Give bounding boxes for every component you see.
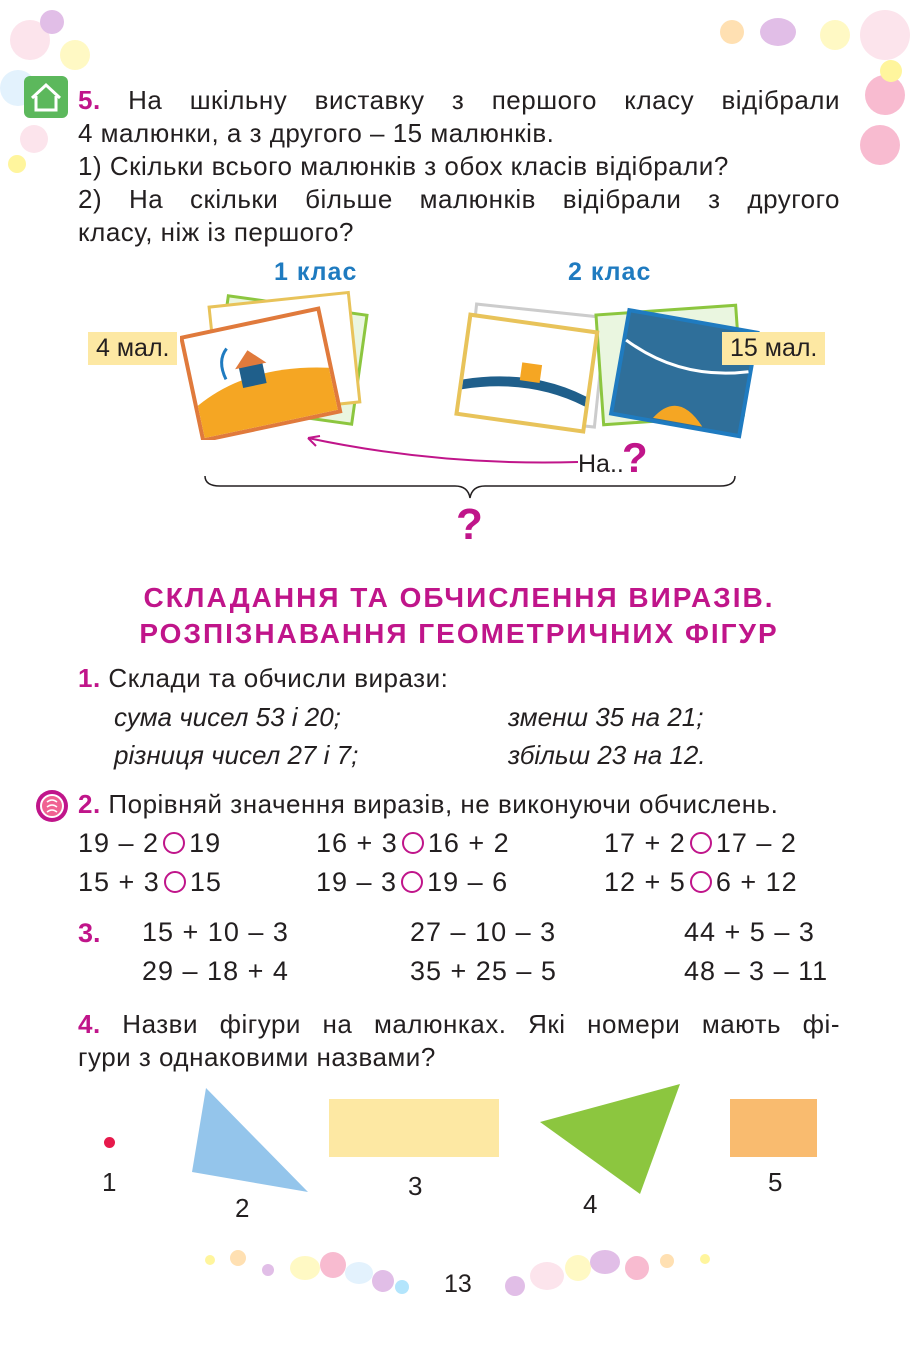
task2-number: 2. [78, 789, 101, 819]
compare-pair [316, 828, 510, 859]
task3-expression: 27 – 10 – 3 [410, 917, 557, 947]
figure-number: 5 [768, 1167, 783, 1197]
decor-bubble [860, 10, 910, 60]
figure-triangle-blue [188, 1086, 312, 1196]
compare-circle[interactable] [402, 832, 424, 854]
figure-number: 1 [102, 1167, 117, 1197]
task4-number: 4. [78, 1009, 101, 1039]
decor-bubble [590, 1250, 620, 1274]
compare-right: 19 [189, 828, 222, 858]
task4-line2: гури з однаковими назвами? [78, 1042, 436, 1072]
task3-expression: 48 – 3 – 11 [684, 956, 829, 986]
compare-pair [604, 867, 798, 898]
class2-pictures [450, 300, 760, 440]
compare-left: 17 + 2 [604, 828, 686, 858]
task5-text [78, 84, 840, 249]
decor-bubble [505, 1276, 525, 1296]
figure-number: 2 [235, 1193, 250, 1223]
figure-square [730, 1099, 817, 1157]
comparison-arrow [300, 428, 580, 468]
compare-right: 6 + 12 [715, 867, 798, 897]
decor-bubble [60, 40, 90, 70]
decor-bubble [820, 20, 850, 50]
decor-bubble [530, 1262, 564, 1290]
decor-bubble [660, 1254, 674, 1268]
compare-circle[interactable] [163, 832, 185, 854]
count2-label: 15 мал. [722, 332, 825, 365]
compare-left: 19 – 2 [78, 828, 160, 858]
decor-bubble [40, 10, 64, 34]
task2-instruction: Порівняй значення виразів, не виконуючи обчислень. [108, 789, 779, 819]
decor-bubble [262, 1264, 274, 1276]
decor-bubble [8, 155, 26, 173]
task3-expression: 29 – 18 + 4 [142, 956, 289, 986]
compare-right: 19 – 6 [427, 867, 509, 897]
decor-bubble [865, 75, 905, 115]
task5-line5: класу, ніж із першого? [78, 217, 354, 247]
decor-bubble [880, 60, 902, 82]
compare-left: 12 + 5 [604, 867, 686, 897]
task3-expression: 44 + 5 – 3 [684, 917, 815, 947]
figure-point [104, 1137, 115, 1148]
compare-pair [604, 828, 797, 859]
brain-icon [36, 790, 68, 822]
decor-bubble [230, 1250, 246, 1266]
home-icon [24, 76, 68, 118]
task5-line2: 4 малюнки, а з другого – 15 малюнків. [78, 118, 555, 148]
decor-bubble [720, 20, 744, 44]
compare-left: 15 + 3 [78, 867, 160, 897]
task4-line1: Назви фігури на малюнках. Які номери мають фі- [122, 1009, 840, 1039]
decor-bubble [760, 18, 796, 46]
figure-rectangle [329, 1099, 499, 1157]
task4-text [78, 1008, 840, 1074]
section-title-line1: СКЛАДАННЯ ТА ОБЧИСЛЕННЯ ВИРАЗІВ. [143, 582, 775, 613]
task3-expression: 35 + 25 – 5 [410, 956, 557, 986]
decor-bubble [700, 1254, 710, 1264]
section-title-line2: РОЗПІЗНАВАННЯ ГЕОМЕТРИЧНИХ ФІГУР [139, 618, 779, 649]
decor-bubble [860, 125, 900, 165]
compare-circle[interactable] [690, 871, 712, 893]
question-mark-difference: ? [622, 434, 648, 481]
compare-pair [78, 867, 222, 898]
class1-pictures [180, 290, 370, 440]
brain-badge [36, 790, 68, 822]
task1-item: збільш 23 на 12. [508, 740, 706, 770]
task2-text [78, 788, 848, 821]
task5-line4: 2) На скільки більше малюнків відібрали з другого [78, 184, 840, 214]
count1-label: 4 мал. [88, 332, 177, 365]
compare-pair [316, 867, 508, 898]
class1-label: 1 клас [274, 258, 358, 286]
decor-bubble [395, 1280, 409, 1294]
task5-line1: На шкільну виставку з першого класу відібрали [128, 85, 840, 115]
home-task-badge [24, 76, 68, 118]
task1-instruction: Склади та обчисли вирази: [108, 663, 449, 693]
compare-circle[interactable] [401, 871, 423, 893]
compare-pair [78, 828, 221, 859]
task1-item: різниця чисел 27 і 7; [114, 740, 359, 770]
compare-right: 16 + 2 [427, 828, 510, 858]
task1-item: зменш 35 на 21; [508, 702, 704, 732]
compare-right: 15 [189, 867, 222, 897]
compare-left: 19 – 3 [316, 867, 398, 897]
figure-number: 4 [583, 1189, 598, 1219]
decor-bubble [372, 1270, 394, 1292]
decor-bubble [20, 125, 48, 153]
task5-number: 5. [78, 85, 101, 115]
compare-circle[interactable] [164, 871, 186, 893]
task5-line3: 1) Скільки всього малюнків з обох класів відібрали? [78, 151, 729, 181]
decor-bubble [625, 1256, 649, 1280]
task3-expression: 15 + 10 – 3 [142, 917, 289, 947]
question-mark-total: ? [456, 500, 483, 549]
compare-left: 16 + 3 [316, 828, 398, 858]
compare-right: 17 – 2 [715, 828, 797, 858]
decor-bubble [290, 1256, 320, 1280]
arrow-label: На.. [578, 450, 624, 478]
class2-label: 2 клас [568, 258, 652, 286]
total-brace [200, 472, 740, 502]
figure-number: 3 [408, 1171, 423, 1201]
task1-text [78, 662, 448, 695]
page-number: 13 [444, 1270, 472, 1298]
compare-circle[interactable] [690, 832, 712, 854]
task1-number: 1. [78, 663, 101, 693]
figure-triangle-green [538, 1082, 684, 1196]
decor-bubble [565, 1255, 591, 1281]
decor-bubble [345, 1262, 373, 1284]
decor-bubble [320, 1252, 346, 1278]
task1-item: сума чисел 53 і 20; [114, 702, 341, 732]
task3-number: 3. [78, 918, 101, 948]
decor-bubble [205, 1255, 215, 1265]
